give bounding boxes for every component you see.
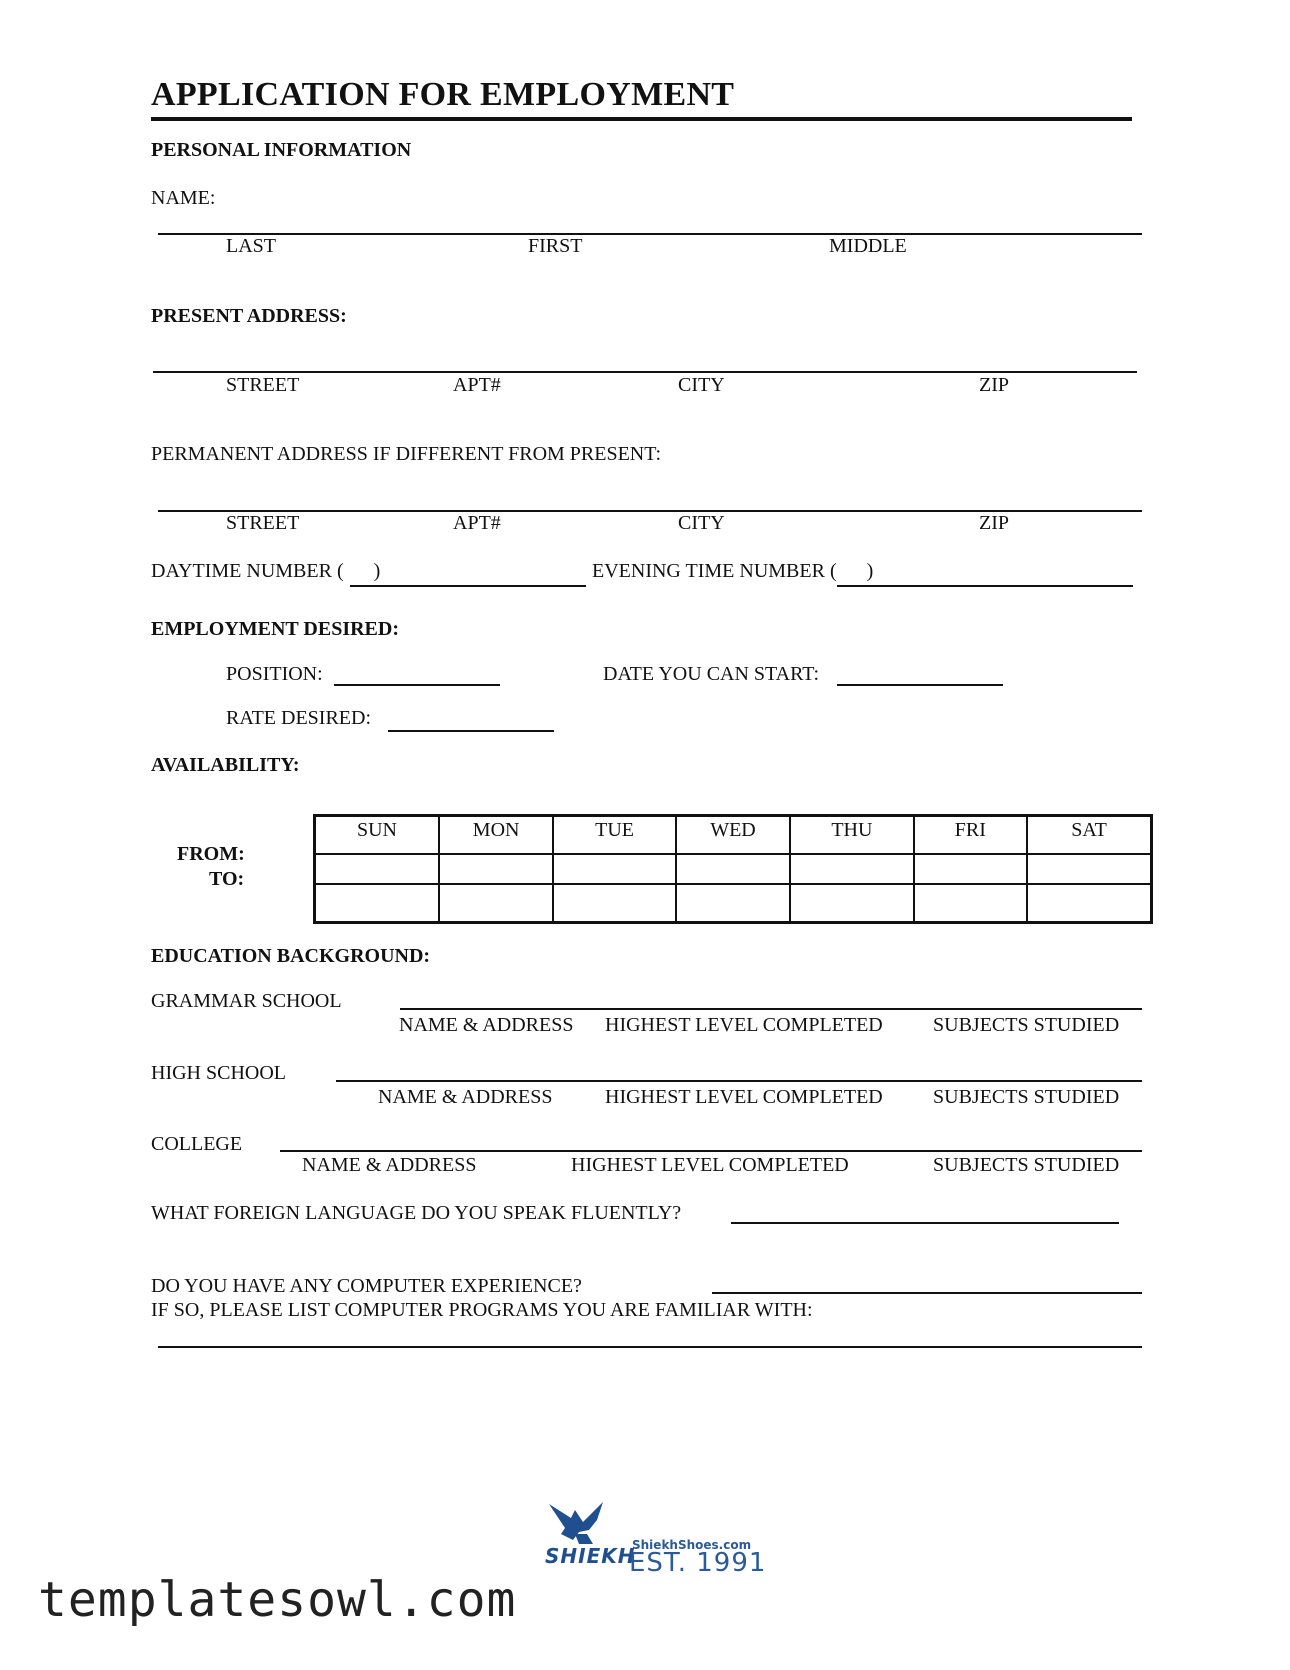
present-address-heading: PRESENT ADDRESS: [151,305,347,327]
college-name-address: NAME & ADDRESS [302,1154,477,1176]
day-mon: MON [439,816,553,855]
from-tue-cell[interactable] [553,854,675,884]
name-label: NAME: [151,187,216,209]
date-start-label: DATE YOU CAN START: [603,663,820,685]
high-school-label: HIGH SCHOOL [151,1062,286,1084]
logo-site: ShiekhShoes.com [632,1538,752,1552]
daytime-number-label: DAYTIME NUMBER ( ) [151,560,381,582]
footer-watermark[interactable]: templatesowl.com [38,1572,517,1628]
employment-desired-heading: EMPLOYMENT DESIRED: [151,618,399,640]
to-wed-cell[interactable] [676,884,790,922]
to-thu-cell[interactable] [790,884,913,922]
day-sat: SAT [1027,816,1151,855]
computer-experience-label: DO YOU HAVE ANY COMPUTER EXPERIENCE? [151,1275,582,1297]
name-part-first: FIRST [528,235,583,257]
from-sun-cell[interactable] [315,854,439,884]
daytime-number-line[interactable] [350,585,586,587]
high-name-address: NAME & ADDRESS [378,1086,553,1108]
evening-number-label: EVENING TIME NUMBER ( ) [592,560,874,582]
grammar-highest-level: HIGHEST LEVEL COMPLETED [605,1014,883,1036]
day-sun: SUN [315,816,439,855]
rate-desired-label: RATE DESIRED: [226,707,371,729]
high-highest-level: HIGHEST LEVEL COMPLETED [605,1086,883,1108]
to-mon-cell[interactable] [439,884,553,922]
to-sat-cell[interactable] [1027,884,1151,922]
present-address-line[interactable] [153,371,1137,373]
to-tue-cell[interactable] [553,884,675,922]
present-city-label: CITY [678,374,725,396]
present-street-label: STREET [226,374,300,396]
high-subjects: SUBJECTS STUDIED [933,1086,1120,1108]
logo-established: EST. 1991 [629,1548,767,1578]
availability-to-row [315,884,1152,922]
personal-info-heading: PERSONAL INFORMATION [151,139,412,161]
position-line[interactable] [334,684,500,686]
from-mon-cell[interactable] [439,854,553,884]
evening-number-line[interactable] [837,585,1133,587]
permanent-address-label: PERMANENT ADDRESS IF DIFFERENT FROM PRESENT: [151,443,662,465]
permanent-apt-label: APT# [453,512,501,534]
to-sun-cell[interactable] [315,884,439,922]
to-label: TO: [209,868,245,890]
high-school-line[interactable] [336,1080,1142,1082]
from-wed-cell[interactable] [676,854,790,884]
name-part-last: LAST [226,235,276,257]
grammar-school-label: GRAMMAR SCHOOL [151,990,342,1012]
title-rule [151,117,1132,121]
education-heading: EDUCATION BACKGROUND: [151,945,431,967]
day-wed: WED [676,816,790,855]
name-part-middle: MIDDLE [829,235,907,257]
logo-word: SHIEKH [545,1544,636,1568]
foreign-language-line[interactable] [731,1222,1119,1224]
company-logo [545,1500,767,1578]
college-subjects: SUBJECTS STUDIED [933,1154,1120,1176]
to-fri-cell[interactable] [914,884,1027,922]
from-sat-cell[interactable] [1027,854,1151,884]
present-zip-label: ZIP [979,374,1009,396]
name-line[interactable] [158,233,1142,235]
grammar-name-address: NAME & ADDRESS [399,1014,574,1036]
day-fri: FRI [914,816,1027,855]
availability-heading: AVAILABILITY: [151,754,300,776]
form-title: APPLICATION FOR EMPLOYMENT [151,76,735,113]
college-highest-level: HIGHEST LEVEL COMPLETED [571,1154,849,1176]
college-label: COLLEGE [151,1133,243,1155]
grammar-subjects: SUBJECTS STUDIED [933,1014,1120,1036]
day-thu: THU [790,816,913,855]
college-line[interactable] [280,1150,1142,1152]
permanent-street-label: STREET [226,512,300,534]
permanent-city-label: CITY [678,512,725,534]
permanent-zip-label: ZIP [979,512,1009,534]
from-label: FROM: [177,843,245,865]
rate-desired-line[interactable] [388,730,554,732]
computer-experience-line[interactable] [712,1292,1142,1294]
availability-header-row [315,816,1152,855]
grammar-school-line[interactable] [400,1008,1142,1010]
foreign-language-label: WHAT FOREIGN LANGUAGE DO YOU SPEAK FLUENTLY? [151,1202,682,1224]
computer-programs-label: IF SO, PLEASE LIST COMPUTER PROGRAMS YOU ARE FAMILIAR WITH: [151,1299,813,1321]
present-apt-label: APT# [453,374,501,396]
computer-programs-line[interactable] [158,1346,1142,1348]
date-start-line[interactable] [837,684,1003,686]
availability-from-row [315,854,1152,884]
position-label: POSITION: [226,663,323,685]
from-thu-cell[interactable] [790,854,913,884]
from-fri-cell[interactable] [914,854,1027,884]
day-tue: TUE [553,816,675,855]
availability-table [313,814,1153,924]
